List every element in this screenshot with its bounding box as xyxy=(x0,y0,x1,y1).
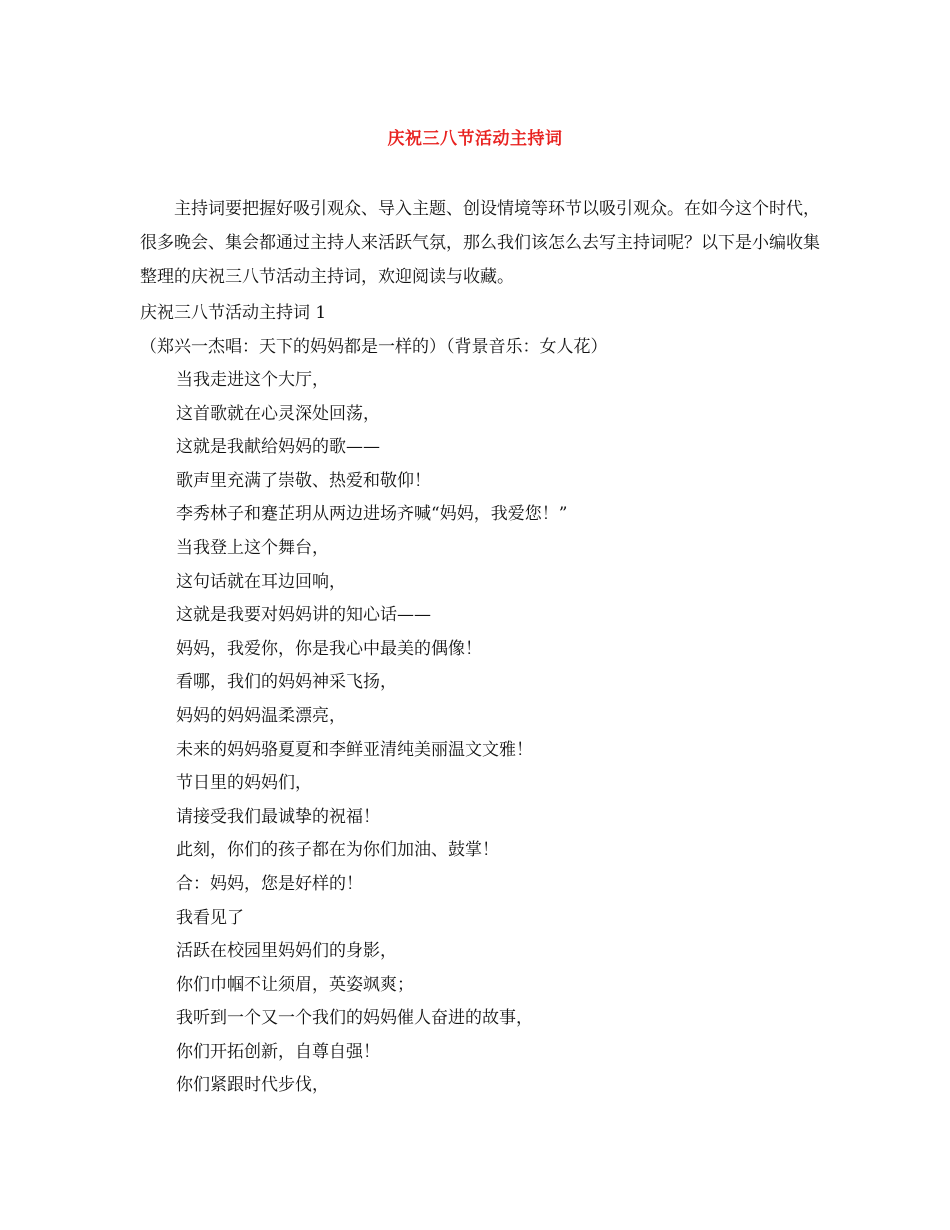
poem-line: 合：妈妈，您是好样的！ xyxy=(176,873,363,894)
section-heading: 庆祝三八节活动主持词 1 xyxy=(140,303,327,323)
poem-line: 看哪，我们的妈妈神采飞扬， xyxy=(176,672,397,693)
poem-line: 节日里的妈妈们， xyxy=(176,773,312,794)
poem-line: 你们巾帼不让须眉，英姿飒爽； xyxy=(176,974,414,995)
poem-line: 李秀林子和蹇芷玥从两边进场齐喊“妈妈，我爱您！” xyxy=(176,504,568,525)
poem-line: 妈妈的妈妈温柔漂亮， xyxy=(176,705,346,726)
intro-paragraph: 主持词要把握好吸引观众、导入主题、创设情境等环节以吸引观众。在如今这个时代，很多晚会、集会都通过主持人来活跃气氛，那么我们该怎么去写主持词呢？以下是小编收集整理的庆祝三八节活动主持词，欢迎阅读与收藏。 xyxy=(140,199,820,287)
poem-line: 妈妈，我爱你，你是我心中最美的偶像！ xyxy=(176,638,482,659)
poem-line: 这就是我要对妈妈讲的知心话—— xyxy=(176,605,431,626)
poem-line: 活跃在校园里妈妈们的身影， xyxy=(176,941,397,962)
poem-line: 请接受我们最诚挚的祝福！ xyxy=(176,806,380,827)
document-title: 庆祝三八节活动主持词 xyxy=(387,129,563,149)
poem-line: 歌声里充满了崇敬、热爱和敬仰！ xyxy=(176,470,431,491)
poem-line: 当我登上这个舞台， xyxy=(176,537,329,558)
poem-line: 这首歌就在心灵深处回荡， xyxy=(176,403,380,424)
poem-line: 未来的妈妈骆夏夏和李鲜亚清纯美丽温文文雅！ xyxy=(176,739,533,760)
poem-line: 这就是我献给妈妈的歌—— xyxy=(176,437,380,458)
section-note: （郑兴一杰唱：天下的妈妈都是一样的）（背景音乐：女人花） xyxy=(140,337,608,357)
poem-line: 此刻，你们的孩子都在为你们加油、鼓掌！ xyxy=(176,840,499,861)
poem-line: 当我走进这个大厅， xyxy=(176,370,329,390)
poem-line: 我听到一个又一个我们的妈妈催人奋进的故事， xyxy=(176,1008,533,1029)
poem-line: 你们开拓创新，自尊自强！ xyxy=(176,1041,380,1062)
poem-line: 这句话就在耳边回响， xyxy=(176,571,346,592)
poem-line: 你们紧跟时代步伐， xyxy=(176,1075,329,1096)
section-heading-line xyxy=(140,296,830,364)
poem-lines xyxy=(176,364,816,1103)
poem-line: 我看见了 xyxy=(176,907,244,928)
